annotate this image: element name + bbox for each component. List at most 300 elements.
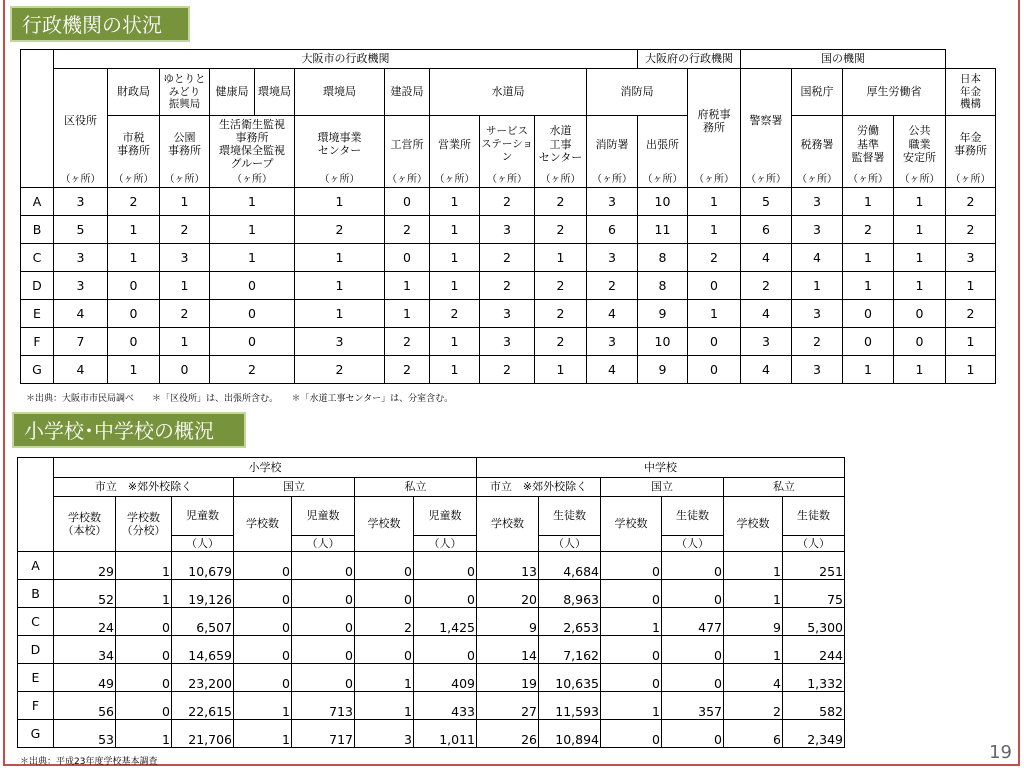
table-cell: 1 [355,664,414,692]
unit-label: （ヶ所） [535,173,587,188]
table-cell: 53 [54,720,116,748]
table-cell: 4 [587,300,638,328]
unit-label: （ヶ所） [160,173,210,188]
table-cell: 0 [894,328,946,356]
office-koei: 工営所 [385,116,430,173]
bureau-shobo: 消防局 [587,69,688,116]
table-cell: 0 [108,272,160,300]
table-cell: 10,635 [539,664,601,692]
table-cell: 19 [477,664,539,692]
table-cell: 11 [638,216,688,244]
table-cell: 3 [792,300,843,328]
table-cell: 1 [430,188,480,216]
table-cell: 0 [688,272,741,300]
unit-label: （ヶ所） [54,173,108,188]
table-cell: 1 [535,244,587,272]
header-corner [21,50,54,188]
level-elementary: 小学校 [54,458,477,478]
table-cell: 27 [477,692,539,720]
table-cell: 0 [662,664,724,692]
table-cell: 1 [210,216,295,244]
table-cell: 0 [108,328,160,356]
table-cell: 0 [355,636,414,664]
table-cell: 0 [234,608,292,636]
table-row [21,328,996,356]
row-label: D [21,272,54,300]
table-cell: 717 [292,720,355,748]
table-cell: 1 [295,188,385,216]
group-osaka-city: 大阪市の行政機関 [54,50,638,69]
table-cell: 4,684 [539,552,601,580]
table-cell: 10,894 [539,720,601,748]
col-gakko: 学校数 [355,497,414,552]
office-fuzei: 府税事 務所 [688,69,741,173]
table-row [21,216,996,244]
table-cell: 2 [535,272,587,300]
table-cell: 3 [54,272,108,300]
table-cell: 1 [116,580,172,608]
table-cell: 2 [688,244,741,272]
type-municipal-elem: 市立 ※郊外校除く [54,478,234,497]
office-shizei-cell: 市税 事務所 [108,116,160,173]
col-jido: 児童数 [292,497,355,536]
row-label: B [21,216,54,244]
table-cell: 0 [385,244,430,272]
office-rodo: 労働 基準 監督署 [843,116,894,173]
unit-label: （ヶ所） [792,173,843,188]
row-label: B [18,580,54,608]
table-cell: 0 [414,636,477,664]
office-seikatsu: 生活衛生監視 事務所 環境保全監視 グループ [210,116,295,173]
table-cell: 1 [430,244,480,272]
table-cell: 2,349 [783,720,845,748]
table-cell: 3 [792,216,843,244]
source-note-2: ＊出典：平成23年度学校基本調査 [20,757,158,767]
table-cell: 5 [741,188,792,216]
table-cell: 2 [792,328,843,356]
table-cell: 7 [54,328,108,356]
table-cell: 2 [480,356,535,384]
table-cell: 4 [741,244,792,272]
unit-label: （ヶ所） [210,173,295,188]
table-cell: 1 [894,216,946,244]
table-cell: 4 [792,244,843,272]
row-label: G [21,356,54,384]
table-cell: 1 [355,692,414,720]
col-bunko: 学校数 （分校） [116,497,172,552]
table-cell: 3 [160,244,210,272]
table-cell: 2 [210,356,295,384]
unit-label: （ヶ所） [638,173,688,188]
table-cell: 49 [54,664,116,692]
col-gakko: 学校数 [724,497,783,552]
unit-label: （ヶ所） [295,173,385,188]
bureau-kankyo-2: 環境局 [295,69,385,116]
table-cell: 3 [480,216,535,244]
col-seito: 生徒数 [783,497,845,536]
table-cell: 9 [638,300,688,328]
office-kokyo: 公共 職業 安定所 [894,116,946,173]
table-cell: 2 [587,272,638,300]
table-cell: 0 [355,580,414,608]
table-cell: 1 [601,608,662,636]
row-label: A [21,188,54,216]
table-cell: 1 [430,356,480,384]
table-cell: 3 [480,328,535,356]
table-cell: 3 [587,328,638,356]
table-cell: 2 [430,300,480,328]
unit-label: （ヶ所） [587,173,638,188]
table-cell: 1 [894,356,946,384]
table-cell: 1 [843,272,894,300]
table-cell: 11,593 [539,692,601,720]
table-cell: 0 [292,608,355,636]
table-row [18,608,845,636]
table-cell: 10 [638,328,688,356]
unit-person: （人） [172,536,234,552]
table-cell: 2 [480,244,535,272]
row-label: F [18,692,54,720]
table-cell: 5,300 [783,608,845,636]
row-label: C [21,244,54,272]
table-cell: 2 [480,188,535,216]
table-cell: 1 [160,272,210,300]
group-national: 国の機関 [741,50,946,69]
table-cell: 1 [894,188,946,216]
table-cell: 1 [601,692,662,720]
table-cell: 2 [843,216,894,244]
table-cell: 2 [160,300,210,328]
office-nenkin-jimu: 年金 事務所 [946,116,996,173]
table-cell: 1 [160,188,210,216]
type-private-elem: 私立 [355,478,477,497]
office-keisatsu: 警察署 [741,69,792,173]
table-cell: 0 [688,356,741,384]
unit-person: （人） [783,536,845,552]
table-cell: 14 [477,636,539,664]
unit-label: （ヶ所） [688,173,741,188]
table-cell: 2 [385,356,430,384]
table-cell: 477 [662,608,724,636]
bureau-kokuzei: 国税庁 [792,69,843,116]
table-cell: 1 [724,580,783,608]
row-label: F [21,328,54,356]
level-junior-high: 中学校 [477,458,845,478]
table-cell: 0 [292,636,355,664]
row-label: E [18,664,54,692]
table-cell: 4 [54,300,108,328]
table-cell: 1 [430,328,480,356]
table-cell: 1 [535,356,587,384]
table-cell: 0 [662,552,724,580]
table-cell: 1 [843,188,894,216]
table-cell: 1 [724,636,783,664]
table-cell: 2 [741,272,792,300]
table-cell: 0 [292,580,355,608]
table-cell: 0 [234,664,292,692]
unit-person: （人） [414,536,477,552]
table-cell: 1,425 [414,608,477,636]
table-cell: 56 [54,692,116,720]
table-cell: 244 [783,636,845,664]
table-cell: 1 [210,188,295,216]
bureau-yutori: ゆとりと みどり 振興局 [160,69,210,116]
unit-person: （人） [662,536,724,552]
table-cell: 4 [587,356,638,384]
schools-table [17,457,845,748]
table-cell: 357 [662,692,724,720]
table-cell: 0 [108,300,160,328]
table-cell: 0 [414,580,477,608]
table-row [21,356,996,384]
table-cell: 1 [116,552,172,580]
table-cell: 7,162 [539,636,601,664]
table-cell: 2 [480,272,535,300]
table-cell: 251 [783,552,845,580]
table-cell: 2 [535,188,587,216]
type-national-jh: 国立 [601,478,724,497]
col-jido: 児童数 [172,497,234,536]
section-title-schools: 小学校･中学校の概況 [12,412,246,448]
table-cell: 21,706 [172,720,234,748]
table-cell: 4 [741,356,792,384]
table-cell: 3 [587,188,638,216]
table-cell: 9 [724,608,783,636]
table-cell: 1 [688,216,741,244]
col-seito: 生徒数 [662,497,724,536]
table-cell: 0 [234,580,292,608]
table-cell: 4 [724,664,783,692]
table-cell: 0 [843,300,894,328]
table-cell: 19,126 [172,580,234,608]
type-municipal-jh: 市立 ※郊外校除く [477,478,601,497]
table-cell: 5 [54,216,108,244]
table-cell: 1 [234,720,292,748]
table-cell: 1 [295,244,385,272]
row-label: A [18,552,54,580]
table-cell: 1 [894,272,946,300]
table-cell: 4 [741,300,792,328]
office-kankyo-center: 環境事業 センター [295,116,385,173]
table-cell: 0 [894,300,946,328]
table-cell: 1 [430,216,480,244]
table-cell: 2 [724,692,783,720]
source-note-1: ＊出典：大阪市市民局調べ ＊「区役所」は、出張所含む。 ＊「水道工事センター」は、分室含む。 [26,394,454,404]
page-number: 19 [989,742,1012,763]
table-cell: 0 [601,580,662,608]
table-row [18,552,845,580]
table-cell: 2 [108,188,160,216]
table-cell: 1 [430,272,480,300]
type-national-elem: 国立 [234,478,355,497]
table-row [21,272,996,300]
type-private-jh: 私立 [724,478,845,497]
table-cell: 2 [535,300,587,328]
table-cell: 34 [54,636,116,664]
table-cell: 2 [160,216,210,244]
table-row [18,636,845,664]
table-cell: 1 [946,328,996,356]
col-seito: 生徒数 [539,497,601,536]
bureau-suido: 水道局 [430,69,587,116]
table-cell: 6 [587,216,638,244]
unit-label: （ヶ所） [741,173,792,188]
office-service: サービス ステーション [480,116,535,173]
bureau-kensetsu: 建設局 [385,69,430,116]
table-row [21,244,996,272]
office-zeimu: 税務署 [792,116,843,173]
table-cell: 0 [116,664,172,692]
table-cell: 2 [385,216,430,244]
table-cell: 3 [480,300,535,328]
col-gakko: 学校数 [234,497,292,552]
table-cell: 6 [741,216,792,244]
unit-label: （ヶ所） [843,173,894,188]
table-row [18,580,845,608]
table-cell: 52 [54,580,116,608]
table-cell: 2 [295,356,385,384]
table-cell: 3 [741,328,792,356]
table-cell: 1 [946,356,996,384]
table-cell: 3 [54,244,108,272]
table-cell: 24 [54,608,116,636]
unit-label: （ヶ所） [946,173,996,188]
table-cell: 3 [792,356,843,384]
bureau-kenko: 健康局 [210,69,255,116]
table-cell: 2 [946,188,996,216]
bureau-zaisei: 財政局 [108,69,160,116]
table-cell: 3 [54,188,108,216]
table-cell: 9 [477,608,539,636]
table-cell: 582 [783,692,845,720]
table-cell: 8 [638,272,688,300]
table-cell: 1 [385,300,430,328]
table-cell: 0 [116,692,172,720]
table-cell: 0 [160,356,210,384]
table-cell: 9 [638,356,688,384]
table-cell: 0 [210,328,295,356]
table-cell: 2 [385,328,430,356]
table-cell: 0 [116,636,172,664]
table-cell: 4 [54,356,108,384]
table-cell: 0 [843,328,894,356]
table-cell: 0 [414,552,477,580]
table-cell: 3 [587,244,638,272]
table-cell: 713 [292,692,355,720]
table-row [18,720,845,748]
table-cell: 8,963 [539,580,601,608]
table-cell: 2 [535,216,587,244]
table-cell: 8 [638,244,688,272]
table-cell: 1 [108,216,160,244]
unit-label: （ヶ所） [894,173,946,188]
table-cell: 20 [477,580,539,608]
table-cell: 1,332 [783,664,845,692]
bureau-kankyo-1: 環境局 [255,69,295,116]
table-cell: 3 [946,244,996,272]
table-cell: 1 [116,720,172,748]
table-cell: 0 [234,552,292,580]
table-cell: 29 [54,552,116,580]
table-cell: 10,679 [172,552,234,580]
table-cell: 1 [295,300,385,328]
group-osaka-pref: 大阪府の行政機関 [638,50,741,69]
table-cell: 0 [662,636,724,664]
table-cell: 2,653 [539,608,601,636]
table-row [18,692,845,720]
table-cell: 14,659 [172,636,234,664]
row-label: D [18,636,54,664]
unit-label: （ヶ所） [480,173,535,188]
table-cell: 1 [843,356,894,384]
table-cell: 2 [295,216,385,244]
table-cell: 2 [946,300,996,328]
office-koen: 公園 事務所 [160,116,210,173]
table-cell: 1 [160,328,210,356]
table-cell: 0 [292,552,355,580]
table-cell: 0 [601,664,662,692]
section-title-government: 行政機関の状況 [10,6,190,42]
table-cell: 13 [477,552,539,580]
table-cell: 1 [295,272,385,300]
table-cell: 0 [601,636,662,664]
table-cell: 3 [792,188,843,216]
unit-person: （人） [539,536,601,552]
table-cell: 0 [662,580,724,608]
bureau-kuyakusho: 区役所 [54,69,108,173]
office-shoboshiso: 消防署 [587,116,638,173]
table-cell: 1,011 [414,720,477,748]
row-label: C [18,608,54,636]
col-jido: 児童数 [414,497,477,536]
table-cell: 0 [355,552,414,580]
office-eigyo: 営業所 [430,116,480,173]
table-cell: 0 [234,636,292,664]
table-cell: 26 [477,720,539,748]
office-shutcho: 出張所 [638,116,688,173]
table-cell: 433 [414,692,477,720]
unit-person: （人） [292,536,355,552]
table-cell: 0 [292,664,355,692]
table-cell: 75 [783,580,845,608]
unit-label: （ヶ所） [430,173,480,188]
table-cell: 6,507 [172,608,234,636]
table-row [21,300,996,328]
table-cell: 10 [638,188,688,216]
table-cell: 1 [894,244,946,272]
table-cell: 0 [385,188,430,216]
table-cell: 1 [108,244,160,272]
table-cell: 1 [234,692,292,720]
table-cell: 0 [601,720,662,748]
table-cell: 22,615 [172,692,234,720]
table-cell: 2 [535,328,587,356]
table-cell: 0 [601,552,662,580]
table-cell: 1 [946,272,996,300]
header-corner [18,458,54,552]
table-cell: 2 [355,608,414,636]
table-cell: 0 [210,300,295,328]
government-offices-table [20,49,996,384]
office-suido-koji: 水道 工事 センター [535,116,587,173]
table-row [18,664,845,692]
table-cell: 1 [843,244,894,272]
table-cell: 1 [210,244,295,272]
table-cell: 1 [108,356,160,384]
table-row [21,188,996,216]
table-cell: 6 [724,720,783,748]
table-cell: 1 [792,272,843,300]
